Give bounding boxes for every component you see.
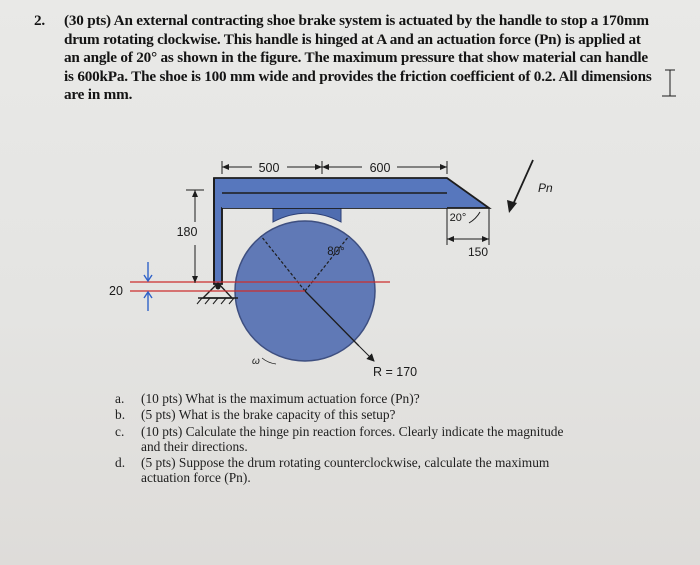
question-label: a. xyxy=(115,391,125,406)
omega-label: ω xyxy=(252,356,260,367)
omega-arc xyxy=(262,358,276,364)
problem-line: drum rotating clockwise. This handle is hinged at A and an actuation force (Pn) is applied at xyxy=(64,30,641,48)
dim-arrowhead xyxy=(322,164,329,170)
question-label: d. xyxy=(115,455,126,471)
dim-arrowhead xyxy=(482,236,489,242)
question-line: (10 pts) What is the maximum actuation force (Pn)? xyxy=(141,391,420,406)
question-list xyxy=(115,391,675,487)
handle-fill xyxy=(222,193,447,208)
question-d xyxy=(115,455,675,486)
problem-line: are in mm. xyxy=(64,86,133,103)
dim-600-label: 600 xyxy=(369,161,391,175)
dim-arrowhead xyxy=(192,190,198,197)
dim-arrowhead xyxy=(315,164,322,170)
dim-180-label: 180 xyxy=(176,225,198,239)
problem-line: (30 pts) An external contracting shoe brake system is actuated by the handle to stop a 170mm xyxy=(64,12,649,29)
question-line: and their directions. xyxy=(141,438,248,454)
dim-500-label: 500 xyxy=(258,161,280,175)
dim-arrowhead xyxy=(447,236,454,242)
hinge-pin-a xyxy=(216,285,221,290)
question-line: (10 pts) Calculate the hinge pin reaction forces. Clearly indicate the magnitude xyxy=(141,423,564,439)
shoe-angle-label: 80° xyxy=(327,246,345,258)
question-label: c. xyxy=(115,423,125,439)
question-b xyxy=(115,407,675,422)
question-label: b. xyxy=(115,407,126,423)
handle-angle-arc xyxy=(469,212,480,223)
offset-label: 20 xyxy=(109,284,123,298)
hinge-hatch xyxy=(221,298,226,304)
handle-angle-label: 20° xyxy=(449,212,467,224)
problem-line: an angle of 20° as shown in the figure. The maximum pressure that show material can handle xyxy=(64,49,648,66)
question-a xyxy=(115,391,675,406)
question-line: actuation force (Pn). xyxy=(141,470,251,486)
radius-label: R = 170 xyxy=(373,365,418,379)
radius-arrow xyxy=(359,346,374,361)
hinge-hatch xyxy=(197,298,202,304)
hinge-hatch xyxy=(213,298,218,304)
question-line: (5 pts) Suppose the drum rotating counterclockwise, calculate the maximum xyxy=(141,455,550,471)
dim-arrowhead xyxy=(440,164,447,170)
question-line: (5 pts) What is the brake capacity of this setup? xyxy=(141,407,396,423)
hinge-hatch xyxy=(205,298,210,304)
question-c xyxy=(115,424,675,455)
problem-number: 2. xyxy=(34,12,45,29)
force-line xyxy=(511,160,533,209)
hinge-hatch xyxy=(229,298,234,304)
force-label: Pn xyxy=(538,181,553,195)
force-arrowhead xyxy=(507,200,517,213)
problem-line: is 600kPa. The shoe is 100 mm wide and provides the friction coefficient of 0.2. All dimensions xyxy=(64,67,652,85)
dim-150-label: 150 xyxy=(467,245,489,259)
dim-arrowhead xyxy=(222,164,229,170)
